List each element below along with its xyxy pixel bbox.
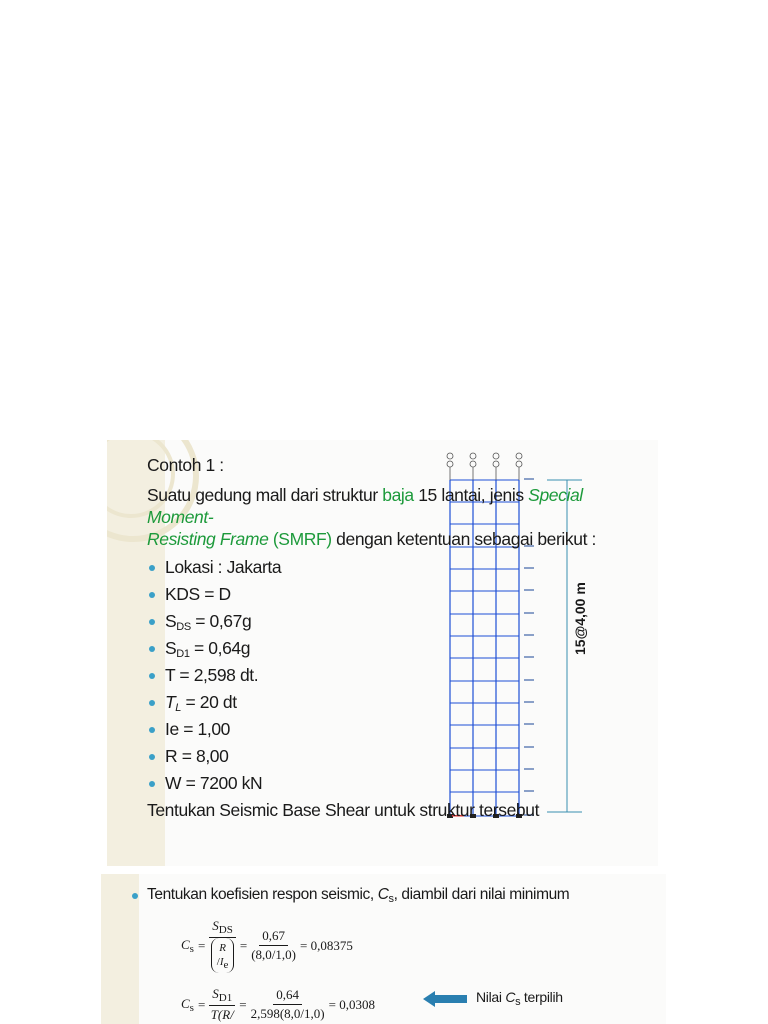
list-item: T = 2,598 dt. [147,662,647,689]
equals-sign: = [239,937,248,953]
list-item: W = 7200 kN [147,770,647,797]
slide-title: Contoh 1 : [147,455,224,475]
solution-heading [129,886,569,905]
equals-sign: = [197,937,206,953]
fraction: $S_{DS}$ R $/I_e$ [209,918,236,973]
task-statement: Tentukan Seismic Base Shear untuk struktur tersebut [147,800,540,820]
intro-text: Suatu gedung mall dari struktur [147,485,383,505]
param-value: = 20 dt [181,692,237,712]
problem-statement [147,484,647,550]
param-symbol: S [165,611,177,631]
list-item: Lokasi : Jakarta [147,554,647,581]
intro-text: dengan ketentuan sebagai berikut : [331,529,596,549]
intro-smrf-abbr: (SMRF) [272,529,332,549]
formula-cs-sd1 [181,986,375,1023]
param-value: = 0,67g [190,611,252,631]
list-item: KDS = D [147,581,647,608]
param-symbol: T [165,692,176,712]
intro-baja: baja [382,485,414,505]
selected-value-note: Nilai $C_s$ terpilih [476,989,563,1008]
formula-result: = 0,0308 [328,996,375,1012]
slide-example-1 [107,440,658,866]
arrow-left-icon [423,991,467,1007]
param-symbol: S [165,638,177,658]
fraction: $\frac{S_{D1}}{T(R/}$ [210,986,234,1022]
param-value: = 0,64g [189,638,251,658]
intro-text: 15 lantai, jenis [413,485,529,505]
dimension-label: 15@4,00 m [572,582,588,655]
formula-lhs: $C_s$ [181,995,194,1014]
intro-smrf: Special Moment- [147,485,583,527]
slide-solution [101,874,666,1024]
fraction: $\frac{0,67}{(8,0/1,0)}$ [251,928,296,962]
heading-symbol: C [377,886,389,903]
formula-cs-sds [181,918,353,973]
list-item: R = 8,00 [147,743,647,770]
heading-text: Tentukan koefisien respon seismic, [147,886,378,903]
list-item [147,689,647,716]
list-item: Ie = 1,00 [147,716,647,743]
formula-result: = 0,08375 [299,937,353,953]
param-subscript: L [175,702,182,714]
heading-subscript: s [388,893,394,905]
param-subscript: D1 [176,648,190,660]
formula-lhs: $C_s$ [181,936,194,955]
equals-sign: = [197,996,206,1012]
intro-smrf: Resisting Frame [147,529,269,549]
fraction: $\frac{0,64}{2,598(8,0/1,0)}$ [250,987,325,1021]
heading-text: , diambil dari nilai minimum [393,886,570,903]
equals-sign: = [239,996,247,1012]
param-subscript: DS [176,621,191,633]
